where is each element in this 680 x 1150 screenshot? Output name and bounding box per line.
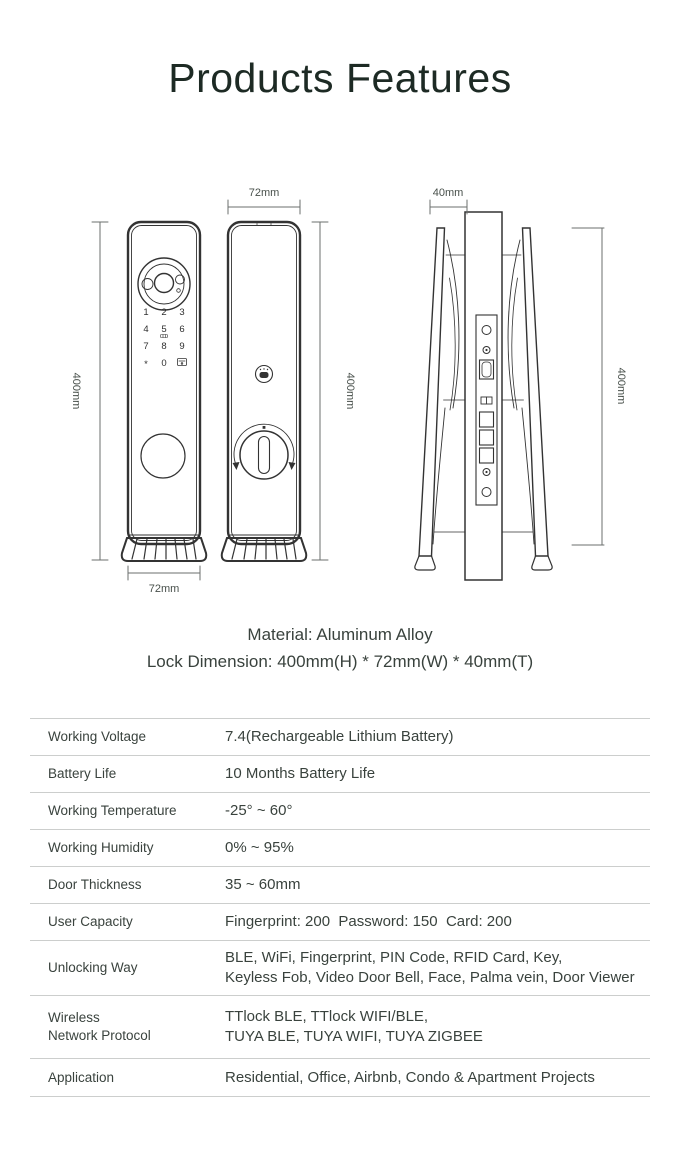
- spec-row: [30, 903, 650, 940]
- yale-logo-badge: [256, 366, 273, 383]
- spec-value: -25° ~ 60°: [225, 802, 293, 819]
- spec-value: 35 ~ 60mm: [225, 876, 301, 893]
- spec-row: [30, 829, 650, 866]
- key-4: 4: [143, 324, 149, 335]
- spec-row: [30, 940, 650, 995]
- spec-label: Unlocking Way: [48, 960, 138, 975]
- key-7: 7: [143, 341, 149, 352]
- spec-label: User Capacity: [48, 914, 133, 929]
- dim-label-width-bottom: 72mm: [148, 583, 180, 595]
- spec-label: Working Temperature: [48, 803, 177, 818]
- dim-label-height-middle: 400mm: [344, 372, 356, 410]
- spec-value: Fingerprint: 200 Password: 150 Card: 200: [225, 913, 512, 930]
- spec-row: [30, 718, 650, 755]
- spec-value: 7.4(Rechargeable Lithium Battery): [225, 728, 454, 745]
- card-key-icon: [178, 359, 187, 366]
- key-2: 2: [161, 307, 167, 318]
- thumbturn-knob-icon: [233, 424, 296, 479]
- lock-dimension-line: Lock Dimension: 400mm(H) * 72mm(W) * 40mm(T): [146, 652, 534, 671]
- key-5: 5: [161, 324, 167, 335]
- spec-value: 10 Months Battery Life: [225, 765, 376, 782]
- key-1: 1: [143, 307, 149, 318]
- latch-bolt: [480, 360, 494, 379]
- back-base: [222, 535, 307, 561]
- spec-row: [30, 755, 650, 792]
- spec-label: Battery Life: [48, 766, 117, 781]
- dim-label-thickness: 40mm: [432, 187, 464, 199]
- screw-hole-icon: [482, 326, 491, 335]
- spec-label: Working Humidity: [48, 840, 154, 855]
- page-title: Products Features: [168, 55, 512, 101]
- spec-value: Residential, Office, Airbnb, Condo & Apartment Projects: [225, 1068, 595, 1086]
- side-back-panel: [502, 228, 552, 570]
- spec-label: Wireless Network Protocol: [48, 1010, 151, 1043]
- specs-table: [30, 718, 650, 1097]
- spec-label: Working Voltage: [48, 729, 147, 744]
- camera-lens-icon: [138, 258, 190, 310]
- side-view: [415, 212, 552, 580]
- dim-label-height-left: 400mm: [70, 372, 82, 410]
- lock-technical-drawing: [0, 160, 680, 620]
- key-star: *: [144, 359, 148, 370]
- material-info: [0, 621, 680, 675]
- keypad: [143, 307, 184, 370]
- spec-row: [30, 995, 650, 1058]
- deadbolt-squares: [480, 412, 494, 463]
- spec-row: [30, 1058, 650, 1097]
- side-front-panel: [415, 228, 465, 570]
- front-view: [122, 222, 207, 561]
- key-0: 0: [161, 358, 167, 369]
- spec-row: [30, 866, 650, 903]
- mortise-faceplate: [476, 315, 497, 505]
- front-base: [122, 535, 207, 561]
- fingerprint-pad-icon: [141, 434, 185, 478]
- key-6: 6: [179, 324, 185, 335]
- spec-label: Application: [48, 1069, 115, 1085]
- spec-value: BLE, WiFi, Fingerprint, PIN Code, RFID Card, Key, Keyless Fob, Video Door Bell, Face, Palma vein, Door Viewer: [225, 949, 635, 986]
- dim-label-width-top: 72mm: [248, 187, 280, 199]
- back-view: [222, 222, 307, 561]
- key-8: 8: [161, 341, 167, 352]
- key-9: 9: [179, 341, 185, 352]
- dim-label-height-right: 400mm: [615, 367, 627, 405]
- key-3: 3: [179, 307, 185, 318]
- spec-value: TTlock BLE, TTlock WIFI/BLE, TUYA BLE, TUYA WIFI, TUYA ZIGBEE: [225, 1008, 483, 1045]
- spec-row: [30, 792, 650, 829]
- spec-value: 0% ~ 95%: [225, 839, 294, 856]
- spec-label: Door Thickness: [48, 877, 142, 892]
- material-line: Material: Aluminum Alloy: [247, 625, 433, 644]
